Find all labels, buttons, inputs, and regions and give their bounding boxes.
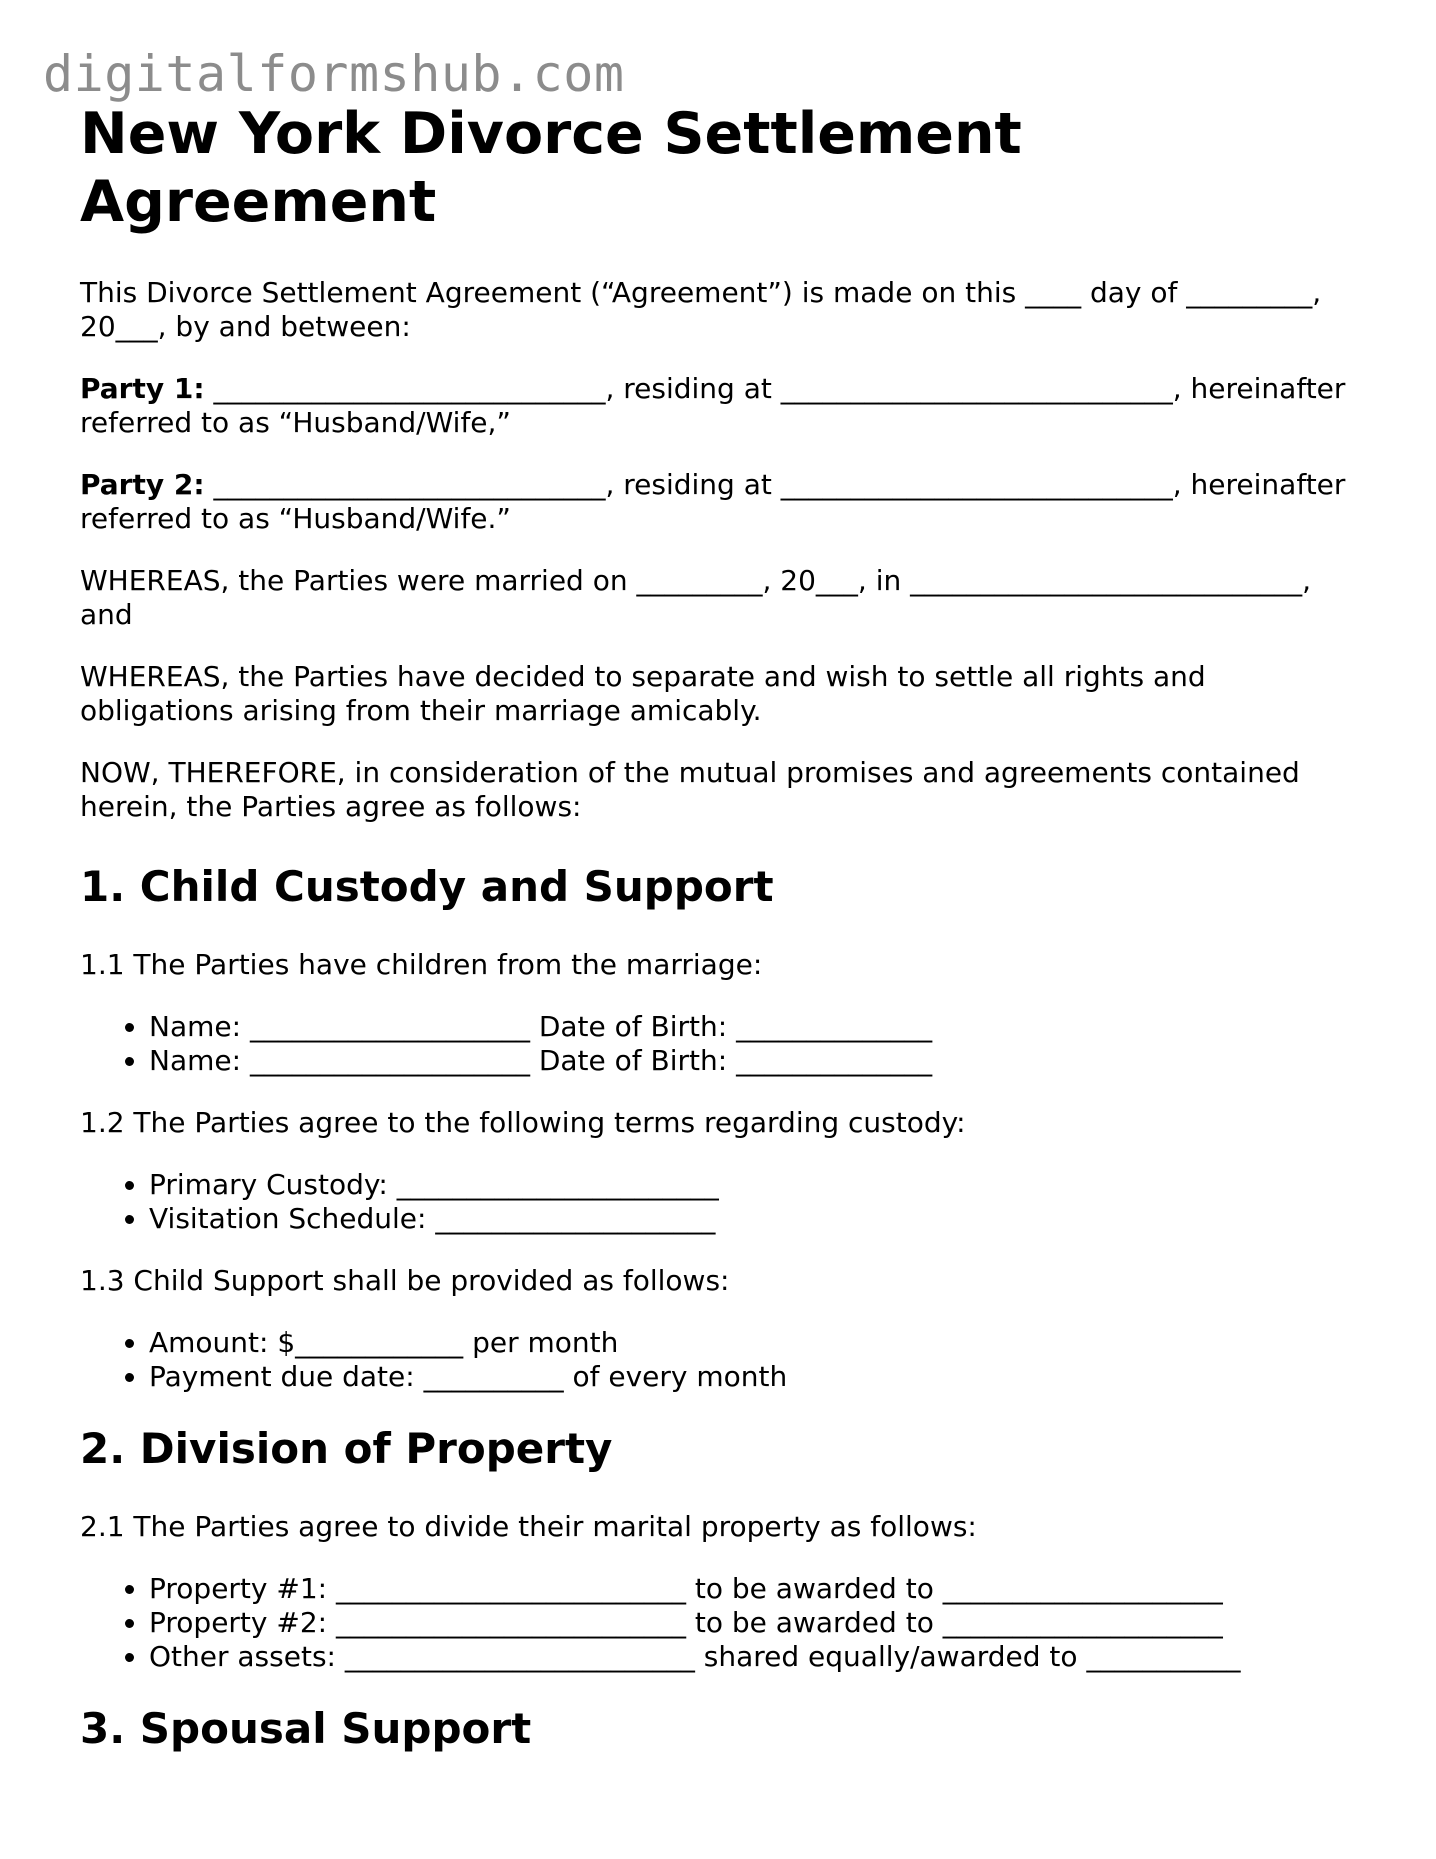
section-2-heading: 2. Division of Property (80, 1424, 613, 1473)
list-item: • Property #1: _________________________ to be awarded to ____________________ (149, 1572, 1360, 1606)
list-item: • Primary Custody: _______________________ (149, 1168, 1360, 1202)
clause-1-2: 1.2 The Parties agree to the following terms regarding custody: (80, 1106, 966, 1139)
section-1-heading: 1. Child Custody and Support (80, 862, 774, 911)
party-1-text: ____________________________, residing at ____________________________, hereinafter referred to as “Husband/Wife,” (80, 372, 1346, 439)
watermark-text: digitalformshub.com (43, 45, 625, 103)
children-list (80, 1010, 1360, 1078)
list-item: • Visitation Schedule: ____________________ (149, 1202, 1360, 1236)
party-2-paragraph (80, 468, 1360, 536)
document-title: New York Divorce Settlement Agreement (80, 101, 1022, 235)
party-1-label: Party 1: (80, 372, 205, 405)
clause-2-1: 2.1 The Parties agree to divide their marital property as follows: (80, 1510, 977, 1543)
list-item: • Amount: $____________ per month (149, 1326, 1360, 1360)
list-item: • Property #2: _________________________ to be awarded to ____________________ (149, 1606, 1360, 1640)
clause-1-1: 1.1 The Parties have children from the marriage: (80, 948, 763, 981)
list-item: • Name: ____________________ Date of Birth: ______________ (149, 1044, 1360, 1078)
intro-paragraph: This Divorce Settlement Agreement (“Agreement”) is made on this ____ day of _________, 20___, by and between: (80, 276, 1322, 343)
clause-1-3: 1.3 Child Support shall be provided as follows: (80, 1264, 730, 1297)
party-2-label: Party 2: (80, 468, 205, 501)
document-body (80, 100, 1360, 1754)
whereas-separate-paragraph: WHEREAS, the Parties have decided to separate and wish to settle all rights and obligations arising from their marriage amicably. (80, 660, 1206, 727)
party-1-paragraph (80, 372, 1360, 440)
section-3-heading: 3. Spousal Support (80, 1704, 532, 1753)
property-list (80, 1572, 1360, 1674)
custody-list (80, 1168, 1360, 1236)
now-therefore-paragraph: NOW, THEREFORE, in consideration of the mutual promises and agreements contained herein, the Parties agree as follows: (80, 756, 1300, 823)
list-item: • Name: ____________________ Date of Birth: ______________ (149, 1010, 1360, 1044)
list-item: • Other assets: _________________________ shared equally/awarded to ___________ (149, 1640, 1360, 1674)
whereas-married-paragraph: WHEREAS, the Parties were married on _________, 20___, in ____________________________, and (80, 564, 1312, 631)
list-item: • Payment due date: __________ of every month (149, 1360, 1360, 1394)
party-2-text: ____________________________, residing at ____________________________, hereinafter referred to as “Husband/Wife.” (80, 468, 1346, 535)
support-list (80, 1326, 1360, 1394)
